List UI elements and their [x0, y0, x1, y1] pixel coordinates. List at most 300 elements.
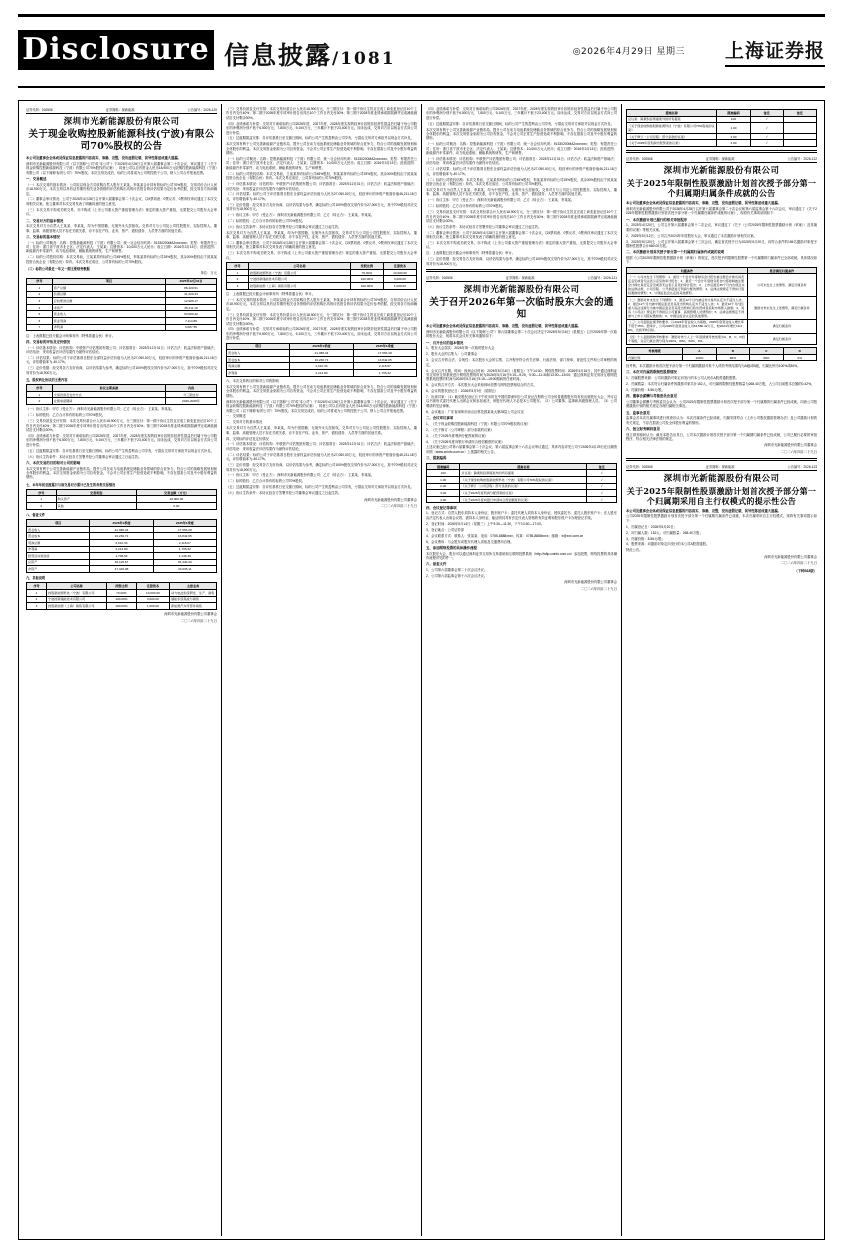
signature-date: 二〇二六年四月二十九日 — [380, 504, 417, 509]
paragraph: 3、归属价格：8.56元/股。 — [626, 387, 665, 392]
cell: √ — [750, 140, 783, 147]
cell: √ — [587, 496, 617, 503]
table-header-row — [227, 343, 417, 350]
article-4-title: 关于2025年限制性股票激励计划首次授予部分第一个归属期采用自主行权模式的提示性公告 — [626, 485, 817, 506]
table-row — [627, 123, 817, 134]
table-row — [27, 391, 217, 398]
th: 备注 — [750, 110, 783, 117]
cell: 47,426.98 — [90, 566, 153, 573]
article-1-signature-date: 二〇二六年四月二十九日 — [180, 618, 217, 623]
table-caption: 九、其他说明 — [26, 576, 46, 581]
table-header-row — [627, 110, 817, 117]
cell: 1 — [27, 589, 47, 596]
cell: 2026-2028年 — [165, 398, 216, 405]
cell: 3 — [227, 282, 249, 289]
cell: 16,230.71 — [90, 533, 153, 540]
section-number: /1081 — [332, 49, 396, 69]
security-code: 证券代码：002506 — [626, 464, 653, 469]
cell: 60% — [750, 354, 783, 361]
table-caption: 七、本年年初至披露日与该交易对方累计已发生的各类交易情况 — [26, 482, 116, 487]
cell: 交易价款及支付方式 — [52, 391, 165, 398]
table-row — [627, 334, 817, 345]
th: 提案编码 — [427, 463, 460, 470]
cell: 业绩承诺期间 — [52, 398, 165, 405]
cell: 4 — [27, 304, 53, 311]
table-row — [627, 140, 817, 147]
paragraph: （一）标的公司概况：名称：控股新能源科技（宁波）有限公司；统一社会信用代码：91330200MA2xxxxxxx；类型：有限责任公司；住所：浙江省宁波市北仑区；法定代表人：王某某；注册资本：10,000万元人民币；成立日期：2016年3月15日；经营范围：新能源汽车零部件、动力电池系统、储能系统的研发、生产和销售。 — [26, 240, 217, 254]
paragraph: 1、归属股票来源：公司向激励对象定向发行的本公司人民币A股普通股股票。 — [626, 375, 739, 380]
paragraph: 上述议案已经公司第六届董事会第二十次会议、第六届监事会第十六次会议审议通过，具体内容详见公司于2026年4月29日在巨潮资讯网（www.cninfo.com.cn）上披露的相关公告。 — [426, 445, 617, 454]
signature-date: 二〇二六年四月二十九日 — [580, 586, 617, 591]
continue-note: （下转B18版） — [794, 568, 817, 573]
th: 项目 — [52, 278, 165, 285]
paragraph: 2、公司第六届监事会第十六次会议决议。 — [426, 573, 488, 578]
column-2 — [222, 104, 422, 1236]
paragraph: （一）标的公司概况：名称：控股新能源科技（宁波）有限公司；统一社会信用代码：91330200MA2xxxxxxx；类型：有限责任公司；住所：浙江省宁波市北仑区；法定代表人：王某某；注册资本：10,000万元人民币；成立日期：2016年3月15日；经营范围：新能源汽车零部件、动力电池系统、储能系统的研发、生产和销售。 — [426, 142, 617, 156]
cell: 2 — [27, 398, 53, 405]
table-row — [627, 133, 817, 140]
table-row — [27, 503, 217, 510]
paragraph: 六、本次交易的目的和对公司的影响 — [226, 379, 279, 384]
cell: 净利润 — [27, 546, 90, 553]
cell: 归属比例 — [627, 354, 683, 361]
cell: √ — [587, 470, 617, 477]
paragraph: （二）董事会审议情况：公司于2026年4月28日召开第六届董事会第二十次会议，以9票同意、0票反对、0票弃权审议通过了本次交易相关议案。独立董事对本次交易发表了明确同意的独立意见。 — [426, 230, 617, 240]
cell: 总资产 — [27, 559, 90, 566]
paragraph: 注：上表数据已经天健会计师事务所（特殊普通合伙）审计。 — [426, 251, 516, 256]
cell: 13,842.05 — [153, 533, 216, 540]
paragraph: （二）董事会审议情况：公司于2026年4月28日召开第六届董事会第二十次会议，以9票同意、0票反对、0票弃权审议通过了本次交易相关议案。独立董事对本次交易发表了明确同意的独立意见。 — [26, 197, 217, 206]
article-3-title: 关于2025年限制性股票激励计划首次授予部分第一个归属期归属条件成就的公告 — [626, 177, 817, 198]
cell: 2 — [27, 596, 47, 603]
cell: 0% — [783, 354, 816, 361]
masthead — [18, 14, 825, 88]
cell: 12,980.17 — [165, 298, 216, 305]
security-code: 证券代码：002506 — [26, 108, 53, 112]
paragraph: 5、会议的召开方式：本次股东大会采取现场投票与网络投票相结合的方式。 — [426, 383, 537, 388]
cell: 7 — [27, 324, 53, 331]
th: 项目 — [27, 520, 90, 527]
cell: 1,000.00 — [136, 603, 169, 610]
related-transactions-table — [26, 489, 217, 510]
paragraph: 监事会对本次归属事项进行核查后认为：本次归属条件已经成就，归属安排符合《上市公司股权激励管理办法》及公司激励计划的有关规定，不存在损害公司及全体股东利益的情形。 — [626, 416, 817, 425]
paragraph: （六）协议生效条件：本协议经各方签署并经公司董事会审议通过之日起生效。 — [226, 224, 342, 229]
paragraph: （一）评估基本情况：评估机构：中联资产评估集团有限公司；评估基准日：2025年12月31日；评估方法：收益法和资产基础法；评估结论：采用收益法评估结果作为最终评估结论。 — [426, 157, 617, 166]
table-row — [427, 490, 617, 497]
th: B — [716, 348, 749, 355]
cell: 《关于修订〈公司章程〉部分条款的议案》 — [627, 133, 717, 140]
cell: √ — [750, 116, 783, 123]
paragraph: （二）评估结果：标的公司于评估基准日股东全部权益评估价值为人民币27,050.00万元，较经审计的净资产账面价值45,211.18万元，评估增值率为-40.17%。 — [226, 192, 417, 201]
masthead-top-rule — [18, 14, 825, 17]
paragraph: （一）协议主体：甲方（受让方）：深圳市光新能源股份有限公司；乙方（转让方）：王某某、李某某。 — [26, 407, 175, 412]
cell: 13,842.05 — [353, 356, 416, 363]
cell: 控股新能源科技（宁波）有限公司 — [249, 269, 351, 276]
cell: 16,230.71 — [290, 356, 353, 363]
th: 2025年12月31日 — [165, 278, 216, 285]
signature-company: 深圳市光新能源股份有限公司董事会 — [364, 497, 417, 502]
paragraph: （五）过渡期损益安排：自评估基准日至交割日期间，标的公司产生的盈利由公司享有，亏损由交易对方承担并以现金方式补足。 — [426, 121, 614, 126]
section-heading: 三、交易标的基本情况 — [26, 234, 60, 239]
cell: 6,087.55 — [165, 324, 216, 331]
section-heading: 二、本次激励计划首次授予部分第一个归属期归属条件成就的说明 — [626, 250, 725, 255]
cell: √ — [587, 477, 617, 484]
paragraph: （三）定价依据：经交易各方友好协商，以评估结果为参考，确定标的公司100%股权交易作价为27,000万元，其中70%股权对应交易对价为18,900万元。 — [426, 257, 617, 266]
cell: 经营活动现金流 — [27, 553, 90, 560]
cell: 分三期支付 — [165, 391, 216, 398]
paragraph: （三）定价依据：经交易各方友好协商，以评估结果为参考，确定标的公司100%股权交易作价为27,000万元，其中70%股权对应交易对价为18,900万元。 — [26, 366, 217, 375]
paragraph: （三）交易价款及支付安排：本次交易价款合计人民币18,900万元，分三期支付：第一期于协议生效且完成工商变更登记后10个工作日内支付40%；第二期于2026年度专项审计报告出具后10个工作日内支付30%；第三期于2028年度业绩承诺期届满并完成减值测试后支付剩余30%。 — [226, 312, 417, 326]
section-heading: 六、备查文件 — [426, 562, 447, 567]
cell: 《关于修订〈公司章程〉部分条款的议案》 — [460, 483, 587, 490]
th: 交易类别 — [56, 489, 136, 496]
paragraph: 3、《关于2025年度利润分配预案的议案》 — [426, 433, 488, 438]
cell: 利润总额 — [227, 363, 290, 370]
section-heading: 一、本次激励计划已履行的相关审批程序 — [626, 217, 688, 222]
column-container — [22, 104, 821, 1236]
paragraph: （三）交易价款及支付安排：本次交易价款合计人民币18,900万元，分三期支付：第一期于协议生效且完成工商变更登记后10个工作日内支付40%；第二期于2026年度专项审计报告出具后10个工作日内支付30%；第三期于2028年度业绩承诺期届满并完成减值测试后支付剩余30%。 — [426, 210, 617, 223]
top-summary-table — [626, 109, 817, 147]
paragraph: （五）过渡期损益安排：自评估基准日至交割日期间，标的公司产生的盈利由公司享有，亏损由交易对方承担并以现金方式补足。 — [226, 136, 414, 141]
paragraph: 3、归属价格：8.56元/股； — [626, 536, 665, 541]
table-row — [27, 559, 217, 566]
cell: 宁波控新储能技术有限公司 — [249, 276, 351, 283]
cell: 10,000.00 — [383, 269, 416, 276]
paragraph: （一）评估基本情况：评估机构：中联资产评估集团有限公司；评估基准日：2025年12月31日；评估方法：收益法和资产基础法；评估结论：采用收益法评估结果作为最终评估结论。 — [26, 345, 217, 355]
cell: （三）公司层面业绩考核要求：以2024年营业收入为基数，2025年度营业收入增长率不低于15%。经审计，公司2025年度营业收入为63,580.42万元，较2024年增长19.36%，达到考核目标。 — [627, 319, 748, 334]
cell: 80% — [716, 354, 749, 361]
paragraph: 4、股票来源：向激励对象定向发行的本公司A股普通股。 — [626, 542, 710, 547]
cell: 利润总额 — [27, 539, 90, 546]
th: 2026年1季度 — [90, 520, 153, 527]
cell: 18,900.00 — [136, 496, 216, 503]
cell: 43,005.11 — [153, 566, 216, 573]
cell: 1 — [227, 269, 249, 276]
table-row — [427, 496, 617, 503]
signature-date: 二〇二六年四月二十九日 — [780, 449, 817, 454]
cell: 《关于2025年度利润分配预案的议案》 — [460, 490, 587, 497]
agreement-table — [26, 384, 217, 405]
paragraph: （三）本次交易不构成关联交易，亦不构成《上市公司重大资产重组管理办法》规定的重大资产重组，无需提交公司股东大会审议。 — [226, 251, 417, 260]
paragraph: 本次交易有利于公司完善新能源产业链布局，提升公司在动力电池系统及储能业务领域的综合竞争力，符合公司的战略发展规划和全体股东的利益。本次交易资金来源为公司自有资金，不会对公司正常生产经营造成不利影响，不存在损害公司及中小股东利益的情形。 — [226, 385, 417, 398]
table-row — [227, 282, 417, 289]
cell: 营业成本 — [27, 533, 90, 540]
paragraph: （四）业绩承诺与补偿：交易对方承诺标的公司2026年度、2027年度、2028年度实现的经审计扣除非经常性损益后归属于母公司股东的净利润分别不低于6,500万元、7,800万元、9,100万元，三年累计不低于23,400万元。如未达成，交易对方应以现金方式向公司进行补偿。 — [26, 434, 217, 447]
article-code-line — [26, 107, 217, 112]
table-unit: 单位：万元 — [200, 271, 217, 276]
table-row — [627, 116, 817, 123]
page-body — [18, 100, 825, 1240]
paragraph: （一）标的公司概况：名称：控股新能源科技（宁波）有限公司；统一社会信用代码：91330200MA2xxxxxxx；类型：有限责任公司；住所：浙江省宁波市北仑区；法定代表人：王某某；注册资本：10,000万元人民币；成立日期：2016年3月15日；经营范围：新能源汽车零部件、动力电池系统、储能系统的研发、生产和销售。 — [226, 157, 417, 170]
cell: 3.00 — [427, 490, 460, 497]
th: 序号 — [27, 583, 47, 590]
paragraph: 2、《关于修订〈公司章程〉部分条款的议案》 — [426, 427, 494, 432]
security-name: 证券简称：深新能源 — [705, 464, 735, 469]
article-code-line — [626, 464, 817, 469]
cell: 1.00 — [717, 123, 750, 134]
cell: 3 — [27, 298, 53, 305]
paragraph: （一）协议主体：甲方（受让方）：深圳市光新能源股份有限公司；乙方（转让方）：王某某、李某某。 — [226, 473, 375, 478]
section-heading: 四、会议登记等事项 — [426, 505, 457, 510]
paragraph: 注：上表数据已经天健会计师事务所（特殊普通合伙）审计。 — [226, 292, 316, 297]
paragraph: 深圳市光新能源股份有限公司（以下简称“公司”）第六届董事会第二十次会议决定于2026年5月16日（星期五）召开2026年第一次临时股东大会，现将本次会议有关事项通知如下： — [426, 330, 617, 339]
table-row — [27, 285, 217, 292]
table-row — [27, 539, 217, 546]
paragraph: 本次交易有利于公司完善新能源产业链布局，提升公司在动力电池系统及储能业务领域的综合竞争力，符合公司的战略发展规划和全体股东的利益。本次交易资金来源为公司自有资金，不会对公司正常生产经营造成不利影响，不存在损害公司及中小股东利益的情形。 — [26, 466, 217, 480]
cell: 1.00 — [427, 477, 460, 484]
cell: 净资产 — [52, 304, 165, 311]
th: 协议主要条款 — [52, 385, 165, 392]
cell: 100.00% — [107, 603, 137, 610]
table-row — [27, 546, 217, 553]
paragraph: 6、会议的股权登记日：2026年5月9日（星期五） — [426, 389, 499, 394]
cell: 10,000.00 — [136, 589, 169, 596]
paragraph: 2、股东大会的召集人：公司董事会 — [426, 352, 478, 357]
cell: 购买资产 — [56, 496, 136, 503]
table-row — [27, 553, 217, 560]
paragraph: 1、2025年4月20日，公司召开第六届董事会第十二次会议，审议通过了《关于〈公司2025年限制性股票激励计划（草案）〉及其摘要的议案》等相关议案。 — [626, 223, 817, 232]
table-row — [227, 269, 417, 276]
security-code: 证券代码：002506 — [426, 276, 453, 281]
table-header-row — [627, 267, 817, 274]
table-header-row — [427, 463, 617, 470]
cell: 《关于2026年度向银行申请综合授信额度的议案》 — [460, 496, 587, 503]
cell: 63,580.42 — [165, 311, 216, 318]
cell: 100 — [717, 116, 750, 123]
th: 序号 — [227, 263, 249, 270]
th: 注册资本 — [383, 263, 416, 270]
section-heading: 四、董事会薪酬与考核委员会意见 — [626, 394, 677, 399]
th: 持股比例 — [350, 263, 383, 270]
paragraph: （六）协议生效条件：本协议经各方签署并经公司董事会审议通过之日起生效。 — [226, 491, 342, 496]
cell: 满足归属条件 — [747, 319, 816, 334]
paragraph: （二）标的股权：乙方合计持有的标的公司70%股权。 — [226, 479, 306, 484]
cell: 45,211.18 — [165, 304, 216, 311]
cell: 资产总额 — [52, 285, 165, 292]
table-row — [427, 477, 617, 484]
paragraph: 本次交易对方为自然人王某某、李某某，均为中国国籍，无境外永久居留权。交易对方与公司及公司控股股东、实际控制人、董事、监事、高级管理人员不存在关联关系，亦不存在产权、业务、资产、债权债务、人员等方面的其他关系。 — [426, 188, 617, 197]
paragraph: 4、会议联系方式：联系人：张某某；电话：0755-8888xxxx；传真：0755-8888xxxx；邮箱：ir@xxx.com.cn — [426, 533, 584, 538]
security-name: 证券简称：深新能源 — [705, 156, 735, 161]
cell: 1,708.52 — [90, 553, 153, 560]
cell: √ — [587, 483, 617, 490]
th: 项目 — [227, 343, 290, 350]
cell: 92,115.67 — [90, 559, 153, 566]
paragraph: （一）评估基本情况：评估机构：中联资产评估集团有限公司；评估基准日：2025年12月31日；评估方法：收益法和资产基础法；评估结论：采用收益法评估结果作为最终评估结论。 — [226, 442, 417, 451]
cell: 3,000.00 — [136, 596, 169, 603]
cell: 1 — [27, 496, 57, 503]
cell: 激励对象未发生上述情形，满足归属条件 — [747, 296, 816, 319]
cell: 2.00 — [427, 483, 460, 490]
column-1 — [22, 104, 222, 1236]
signature-company: 深圳市光新能源股份有限公司董事会 — [764, 554, 817, 559]
cell: 17,553.28 — [153, 526, 216, 533]
cell: 控股新能源（上海）销售有限公司 — [249, 282, 351, 289]
cell: 3 — [27, 603, 47, 610]
table-caption: 八、备查文件 — [26, 513, 46, 518]
paragraph: 本次股东大会，股东可以通过深圳证券交易所交易系统和互联网投票系统（http://wltp.cninfo.com.cn）参加投票，网络投票的具体操作流程详见附件一。 — [426, 551, 617, 560]
article-2-notice: 本公司及董事会全体成员保证信息披露的内容真实、准确、完整，没有虚假记载、误导性陈述或重大遗漏。 — [426, 324, 581, 329]
security-name: 证券简称：深新能源 — [505, 276, 535, 281]
cell: 净利润 — [227, 370, 290, 377]
article-1-company: 深圳市光新能源股份有限公司 — [63, 117, 180, 127]
table-header-row — [227, 263, 417, 270]
cell: 2 — [27, 291, 53, 298]
announcement-number: 公告编号：2026-121 — [587, 276, 617, 281]
paragraph: 特此公告。 — [626, 548, 643, 553]
article-code-line — [626, 156, 817, 161]
paragraph: （三）交易价款及支付安排：本次交易价款合计人民币18,900万元，分三期支付：第一期于协议生效且完成工商变更登记后10个工作日内支付40%；第二期于2026年度专项审计报告出具后10个工作日内支付30%；第三期于2028年度业绩承诺期届满并完成减值测试后支付剩余30%。 — [26, 419, 217, 433]
table-row — [27, 398, 217, 405]
paragraph: （三）交易价款及支付安排：本次交易价款合计人民币18,900万元，分三期支付：第一期于协议生效且完成工商变更登记后10个工作日内支付40%；第二期于2026年度专项审计报告出具后10个工作日内支付30%；第三期于2028年度业绩承诺期届满并完成减值测试后支付剩余30%。 — [226, 107, 417, 120]
paragraph: （一）协议主体：甲方（受让方）：深圳市光新能源股份有限公司；乙方（转让方）：王某某、李某某。 — [226, 213, 375, 218]
cell: 宁波控新储能技术有限公司 — [47, 596, 107, 603]
table-row — [227, 370, 417, 377]
th: 内容 — [165, 385, 216, 392]
paragraph: （二）标的公司股权结构：本次交易前，王某某持有标的公司45%股权，李某某持有标的公司25%股权，其余30%股权由宁波某某投资合伙企业（有限合伙）持有。本次交易完成后，公司持有标的公司70%股权。 — [226, 171, 417, 181]
table-row — [227, 350, 417, 357]
table-row — [27, 311, 217, 318]
cell: （四）个人层面绩效考核要求：激励对象个人上一年度绩效考核结果为A、B、C、D四个等级，对应归属比例分别为100%、80%、60%、0%。 — [627, 334, 748, 345]
article-separator — [626, 458, 817, 461]
paragraph: 1、股东大会届次：2026年第一次临时股东大会 — [426, 346, 495, 351]
cell: （二）激励对象未发生下列情形：1、最近12个月内被证券交易所认定为不适当人选；2、最近12个月内被中国证监会及其派出机构认定为不适当人选；3、最近12个月内因重大违法违规行为被中国证监会及其派出机构行政处罚或者采取市场禁入措施；4、具有《公司法》规定的不得担任公司董事、高级管理人员情形的；5、法律法规规定不得参与上市公司股权激励的；6、中国证监会认定的其他情形。 — [627, 296, 748, 319]
paragraph: （三）定价依据：经交易各方友好协商，以评估结果为参考，确定标的公司100%股权交易作价为27,000万元，其中70%股权对应交易对价为18,900万元。 — [226, 202, 417, 212]
cell: 储能系统集成与销售 — [170, 596, 217, 603]
signature-date: 二〇二六年四月二十九日 — [780, 561, 817, 566]
th: 提案名称 — [460, 463, 587, 470]
paragraph: 3、会议召开的合法、合规性：本次股东大会的召集、召开程序符合有关法律、行政法规、部门规章、规范性文件和公司章程的规定。 — [426, 358, 617, 367]
cell: 100.00% — [350, 282, 383, 289]
table-row — [27, 496, 217, 503]
paragraph: 深圳市光新能源股份有限公司（以下简称“公司”或“本公司”）于2026年4月28日召开第六届董事会第二十次会议，审议通过了《关于现金收购控股新能源科技（宁波）有限公司70%股权的议案》，同意公司以自有资金人民币18,900万元收购控股新能源科技（宁波）有限公司（以下简称“标的公司”）70%股权。本次交易完成后，标的公司将成为公司的控股子公司，纳入公司合并报表范围。 — [226, 399, 417, 413]
announcement-number: 公告编号：2026-120 — [187, 108, 217, 112]
column-4 — [622, 104, 821, 1236]
subsidiary-table — [26, 582, 217, 609]
th: 考核等级 — [627, 348, 683, 355]
section-heading: 五、参加网络投票的具体操作流程 — [426, 545, 477, 550]
signature-company: 深圳市光新能源股份有限公司董事会 — [564, 580, 617, 585]
th: 提案名称 — [627, 110, 717, 117]
th: 主营业务 — [170, 583, 217, 590]
paragraph: 1、归属登记日：2026年5月20日； — [626, 524, 677, 529]
paragraph: 经考核，本次激励计划首次授予部分第一个归属期激励对象个人绩效考核结果均为A级或B级，归属比例为100%或80%。 — [626, 363, 801, 368]
rule — [426, 281, 617, 282]
cell: 《关于现金收购控股新能源科技（宁波）有限公司70%股权的议案》 — [460, 477, 587, 484]
cell: 2,610.33 — [290, 363, 353, 370]
table-row — [27, 533, 217, 540]
table-header-row — [627, 348, 817, 355]
paragraph: （二）标的公司股权结构：本次交易前，王某某持有标的公司45%股权，李某某持有标的公司25%股权，其余30%股权由宁波某某投资合伙企业（有限合伙）持有。本次交易完成后，公司持有标的公司70%股权。 — [26, 255, 217, 264]
table-row — [27, 596, 217, 603]
cell: 控股新能源（上海）销售有限公司 — [47, 603, 107, 610]
cell: 负债总额 — [52, 291, 165, 298]
cell: 3,000.00 — [383, 276, 416, 283]
paragraph: （四）业绩承诺与补偿：交易对方承诺标的公司2026年度、2027年度、2028年度实现的经审计扣除非经常性损益后归属于母公司股东的净利润分别不低于6,500万元、7,800万元、9,100万元，三年累计不低于23,400万元。如未达成，交易对方应以现金方式向公司进行补偿。 — [226, 121, 417, 135]
th: 公司名称 — [249, 263, 351, 270]
cell: √ — [750, 133, 783, 140]
paragraph: 2、2025年5月12日，公司召开2024年年度股东大会，审议通过了本次激励计划相关议案。 — [626, 233, 757, 238]
cell: 动力电池系统研发、生产、销售 — [170, 589, 217, 596]
article-1-notice: 本公司及董事会全体成员保证信息披露的内容真实、准确、完整，没有虚假记载、误导性陈述或重大遗漏。 — [26, 156, 181, 160]
cell: 1,795.42 — [153, 546, 216, 553]
article-1-signature-company: 深圳市光新能源股份有限公司董事会 — [164, 612, 217, 617]
table-caption: 五、股权转让协议的主要内容 — [26, 378, 68, 383]
cell: 41,209.33 — [165, 291, 216, 298]
table-row — [27, 566, 217, 573]
table-header-row — [27, 583, 217, 590]
announcement-number: 公告编号：2026-122 — [787, 156, 817, 161]
th: 序号 — [27, 489, 57, 496]
paragraph: 注：上表数据已经天健会计师事务所（特殊普通合伙）审计。 — [26, 333, 116, 338]
rule — [626, 162, 817, 163]
paragraph: 5、会议费用：与会股东或股东代理人食宿及交通费用自理。 — [426, 539, 514, 544]
table-row — [27, 291, 217, 298]
paragraph: 1、公司第六届董事会第二十次会议决议； — [426, 567, 488, 572]
cell — [783, 123, 816, 134]
table-header-row — [27, 385, 217, 392]
article-1-title: 关于现金收购控股新能源科技(宁波)有限公司70%股权的公告 — [28, 129, 215, 152]
cell: 2,118.67 — [353, 363, 416, 370]
cell: 应收账款总额 — [52, 298, 165, 305]
cell — [783, 133, 816, 140]
paragraph: 二、交易对方的基本情况 — [226, 420, 263, 425]
cell: 控股新能源科技（宁波）有限公司 — [47, 589, 107, 596]
cell: 2 — [27, 503, 57, 510]
section-heading: 六、独立财务顾问意见 — [626, 426, 660, 431]
table-row — [27, 318, 217, 325]
paragraph: 1、登记方式：自然人股东须持本人身份证、股东账户卡；委托代理人须持本人身份证、授权委托书、委托人股东账户卡；法人股东由法定代表人出席会议的，需持本人身份证、能证明其具有法定代表人资格的有效证明和股东账户卡办理登记手续。 — [426, 511, 617, 520]
th: 备注 — [587, 463, 617, 470]
paragraph: （二）标的股权：乙方合计持有的标的公司70%股权。 — [426, 204, 506, 209]
cell: 满足归属条件 — [747, 334, 816, 345]
paragraph: 3、登记地点：公司证券部 — [426, 527, 465, 532]
th: 公司名称 — [47, 583, 107, 590]
paragraph: （一）本次交易的基本情况：公司拟以现金方式收购自然人股东王某某、李某某合计持有的标的公司70%股权，交易对价合计人民币18,900万元。本次交易以具有证券期货相关业务资格的评估机构出具的评估报告的评估结果为定价参考依据，经交易各方协商确定。 — [226, 297, 417, 311]
section-title — [224, 36, 396, 72]
th: 是否满足归属条件 — [747, 267, 816, 274]
section-heading: 二、会议审议事项 — [426, 416, 454, 421]
paragraph: （二）标的公司股权结构：本次交易前，王某某持有标的公司45%股权，李某某持有标的公司25%股权，其余30%股权由宁波某某投资合伙企业（有限合伙）持有。本次交易完成后，公司持有标的公司70%股权。 — [426, 177, 617, 187]
th: 备注 — [783, 110, 816, 117]
th: C — [750, 348, 783, 355]
paragraph: 公司董事会薪酬与考核委员会认为：公司2025年限制性股票激励计划首次授予部分第一个归属期的归属条件已经成就，同意公司按照激励计划的相关规定办理归属相关事宜。 — [626, 399, 817, 409]
cell: 1 — [27, 391, 53, 398]
th: 2025年1季度 — [353, 343, 416, 350]
cell: 营业利润 — [52, 318, 165, 325]
table-row — [427, 483, 617, 490]
table-row — [27, 324, 217, 331]
cell: 营业收入 — [227, 350, 290, 357]
supplementary-table-a — [226, 262, 417, 289]
section-heading: 四、交易标的评估及定价情况 — [26, 340, 71, 345]
supplementary-table-b — [226, 343, 417, 377]
paragraph: （一）评估基本情况：评估机构：中联资产评估集团有限公司；评估基准日：2025年12月31日；评估方法：收益法和资产基础法；评估结论：采用收益法评估结果作为最终评估结论。 — [226, 182, 417, 191]
section-heading: 六、本次交易的目的和对公司的影响 — [26, 461, 81, 466]
paragraph: （二）评估结果：标的公司于评估基准日股东全部权益评估价值为人民币27,050.00万元，较经审计的净资产账面价值45,211.18万元，评估增值率为-40.17%。 — [426, 167, 617, 176]
cell: 净资产 — [27, 566, 90, 573]
paragraph: 8、会议地点：广东省深圳市南山区科技园某某大厦28层公司会议室 — [426, 409, 524, 414]
article-3-company: 深圳市光新能源股份有限公司 — [663, 165, 780, 176]
signature-company: 深圳市光新能源股份有限公司董事会 — [764, 443, 817, 448]
cell: 100.00% — [107, 596, 137, 603]
grade-ratio-table — [626, 347, 817, 361]
cell: √ — [587, 490, 617, 497]
cell: （一）公司未发生下列情形：1、最近一个会计年度财务会计报告被注册会计师出具否定意见或者无法表示意见的审计报告；2、最近一个会计年度财务报告内部控制被注册会计师出具否定意见或者无法表示意见的审计报告；3、上市后最近36个月内出现过未按法律法规、公司章程、公开承诺进行利润分配的情形；4、法律法规规定不得实行股权激励的情形；5、中国证监会认定的其他情形。 — [627, 274, 748, 297]
cell: 0.00 — [136, 503, 216, 510]
cell — [783, 140, 816, 147]
paragraph: 1、《关于现金收购控股新能源科技（宁波）有限公司70%股权的议案》 — [426, 421, 531, 426]
